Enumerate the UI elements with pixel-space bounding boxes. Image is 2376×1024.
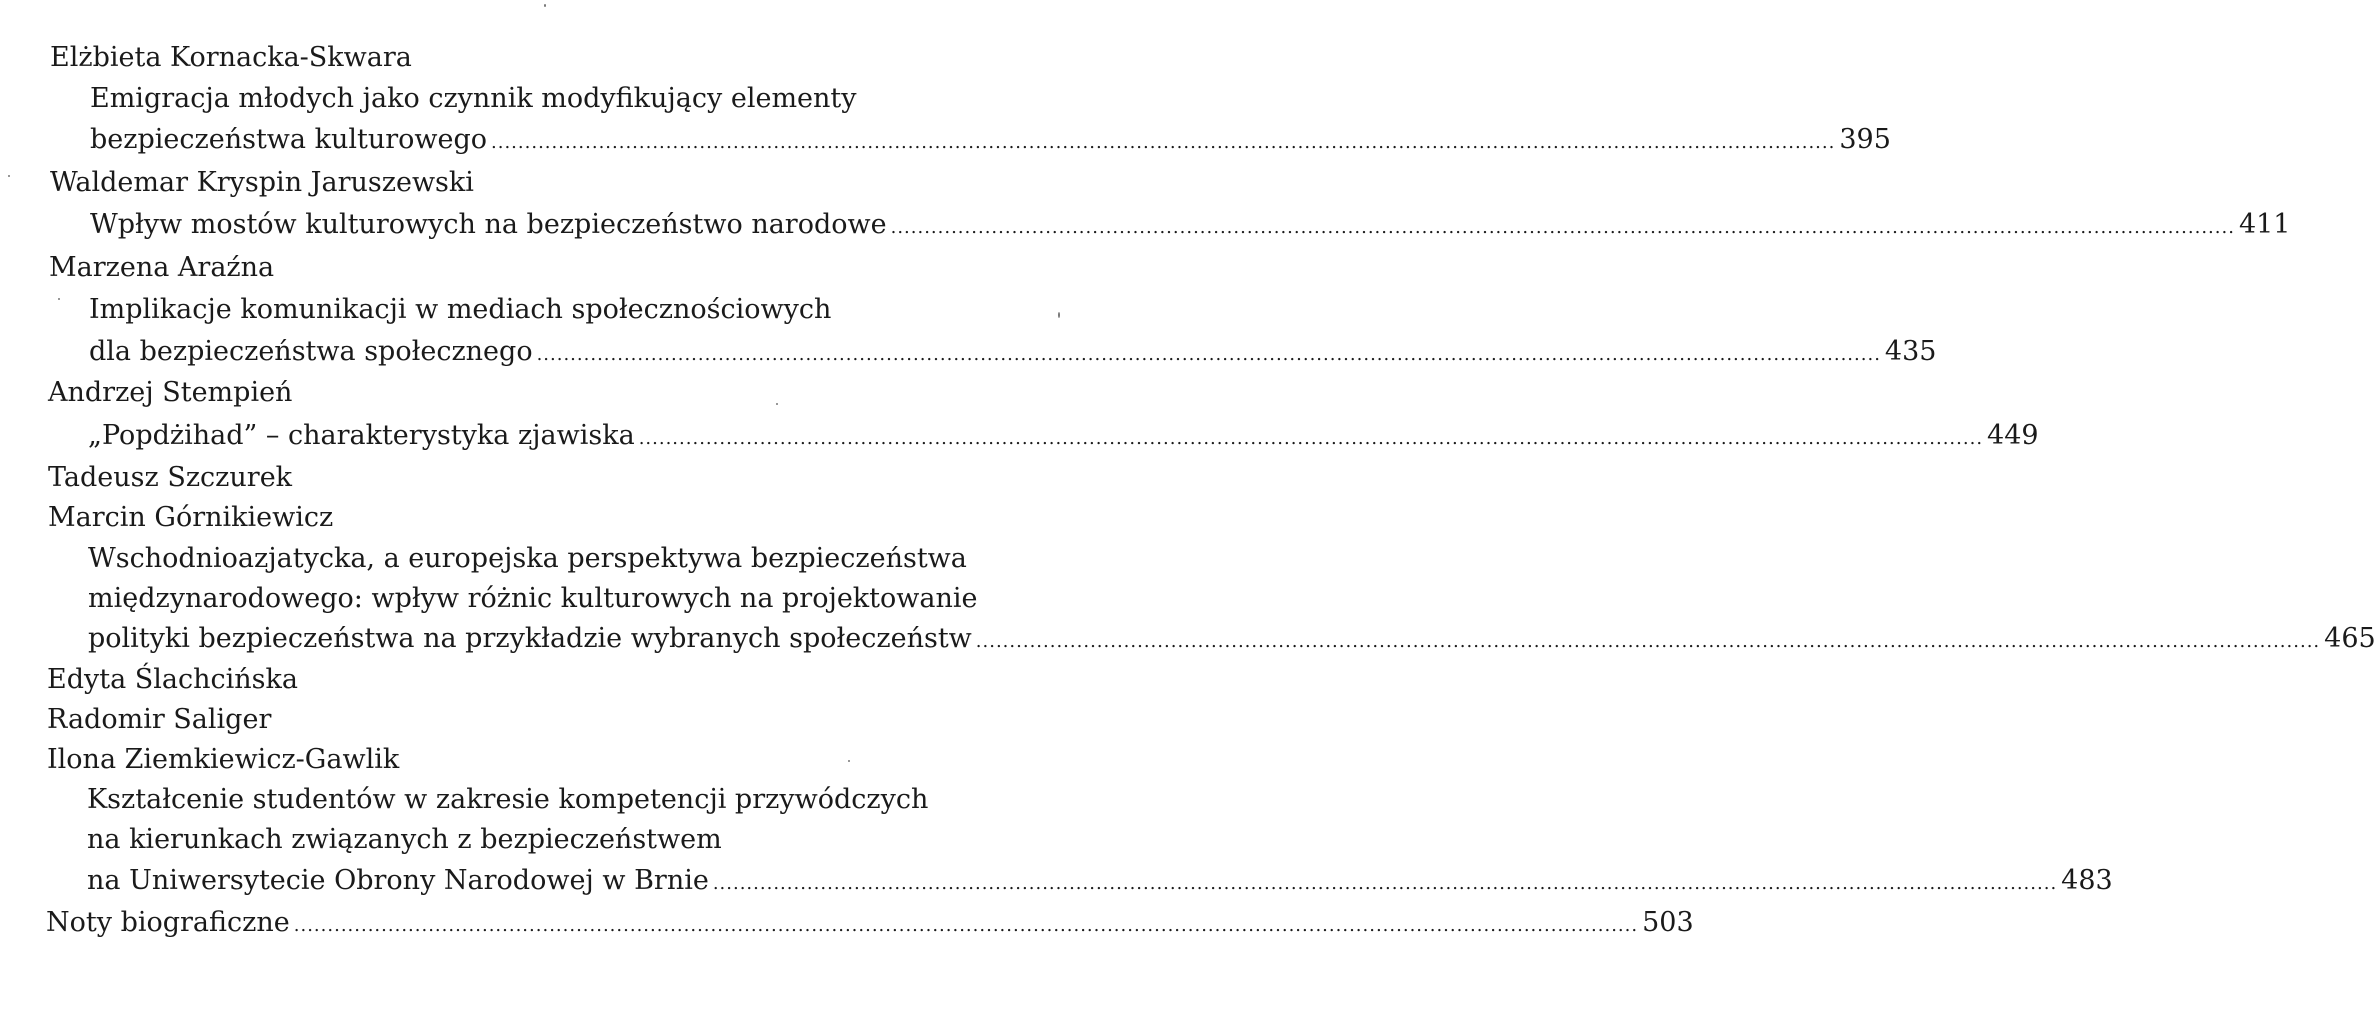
entry-title-last-line: Wpływ mostów kulturowych na bezpieczeństwo narodowe (90, 209, 887, 240)
final-entry-label: Noty biograficzne (46, 907, 290, 938)
entry-author: Andrzej Stempień (48, 377, 293, 408)
page-number: 395 (1839, 124, 1891, 155)
page-number: 465 (2324, 623, 2376, 654)
dot-leader: ........................................................................................................................................................................................................ (975, 631, 2321, 652)
scan-speck (848, 760, 850, 762)
entry-author: Marzena Araźna (49, 252, 275, 283)
toc-entry-row (90, 120, 1891, 160)
toc-entry-row (46, 903, 1694, 943)
dot-leader: ........................................................................................................................................................................................................ (712, 873, 2058, 894)
entry-author: Marcin Górnikiewicz (48, 502, 334, 533)
entry-author: Ilona Ziemkiewicz-Gawlik (47, 744, 400, 775)
entry-title-last-line: bezpieczeństwa kulturowego (90, 124, 488, 155)
entry-title-line: Implikacje komunikacji w mediach społecznościowych (89, 294, 832, 325)
page-number: 411 (2238, 209, 2291, 240)
entry-title-line: Kształcenie studentów w zakresie kompetencji przywódczych (87, 784, 929, 815)
scan-speck (8, 175, 10, 177)
toc-entry-row (90, 205, 2291, 245)
scan-speck (776, 403, 778, 405)
entry-title-last-line: „Popdżihad” – charakterystyka zjawiska (88, 420, 635, 451)
entry-author: Edyta Ślachcińska (47, 664, 298, 695)
toc-entry-row (88, 416, 2039, 456)
dot-leader: ........................................................................................................................................................................................................ (890, 217, 2235, 238)
dot-leader: ........................................................................................................................................................................................................ (491, 132, 1836, 153)
page-number: 503 (1642, 907, 1694, 938)
entry-title-last-line: dla bezpieczeństwa społecznego (89, 336, 533, 367)
entry-title-line: międzynarodowego: wpływ różnic kulturowych na projektowanie (88, 583, 978, 614)
entry-title-line: Emigracja młodych jako czynnik modyfikujący elementy (90, 83, 857, 114)
dot-leader: ........................................................................................................................................................................................................ (536, 344, 1881, 365)
entry-author: Radomir Saliger (47, 704, 272, 735)
entry-author: Waldemar Kryspin Jaruszewski (50, 167, 474, 198)
dot-leader: ........................................................................................................................................................................................................ (293, 915, 1639, 936)
entry-author: Elżbieta Kornacka-Skwara (50, 42, 412, 73)
dot-leader: ........................................................................................................................................................................................................ (638, 428, 1984, 449)
entry-title-last-line: na Uniwersytecie Obrony Narodowej w Brnie (87, 865, 709, 896)
entry-author: Tadeusz Szczurek (48, 462, 293, 493)
entry-title-line: Wschodnioazjatycka, a europejska perspektywa bezpieczeństwa (88, 543, 967, 574)
toc-entry-row (89, 332, 1937, 372)
toc-entry-row (88, 619, 2376, 659)
scan-speck (1058, 312, 1060, 318)
page-number: 483 (2061, 865, 2113, 896)
page-number: 449 (1987, 420, 2039, 451)
page-number: 435 (1884, 336, 1937, 367)
entry-title-last-line: polityki bezpieczeństwa na przykładzie wybranych społeczeństw (88, 623, 972, 654)
scan-speck (544, 4, 546, 7)
entry-title-line: na kierunkach związanych z bezpieczeństwem (87, 824, 722, 855)
toc-entry-row (87, 861, 2113, 901)
scan-speck (58, 298, 60, 300)
